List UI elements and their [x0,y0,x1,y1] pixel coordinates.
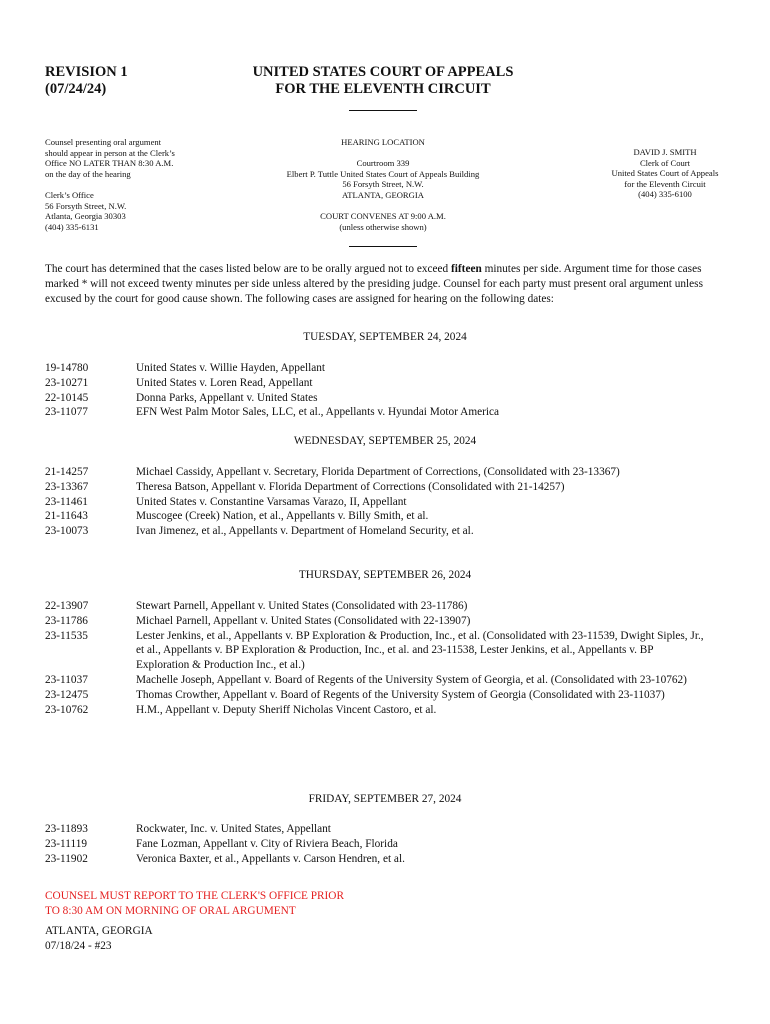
date-heading: WEDNESDAY, SEPTEMBER 25, 2024 [293,435,477,447]
case-number: 23-10271 [45,376,89,389]
footer [45,924,153,954]
case-list [45,465,706,539]
hearing-location-heading: HEARING LOCATION [341,137,425,147]
case-number: 21-14257 [45,466,89,478]
case-number: 19-14780 [45,362,89,374]
case-title: Theresa Batson, Appellant v. Florida Department of Corrections (Consolidated with 21-14257) [136,480,565,493]
case-number: 23-10073 [45,525,89,538]
case-row [45,688,706,703]
clerk-line: Clerk of Court [639,157,691,168]
notice-line: TO 8:30 AM ON MORNING OF ORAL ARGUMENT [45,904,296,917]
case-title: United States v. Loren Read, Appellant [136,376,313,389]
case-row [45,376,706,391]
notice-line: COUNSEL MUST REPORT TO THE CLERK'S OFFICE PRIOR [45,890,345,902]
case-title: Fane Lozman, Appellant v. City of Riviera Beach, Florida [136,837,398,850]
case-row [45,837,706,852]
date-heading: TUESDAY, SEPTEMBER 24, 2024 [303,331,467,343]
court-title-line2: FOR THE ELEVENTH CIRCUIT [275,81,491,97]
counsel-line: on the day of the hearing [45,168,131,179]
case-row [45,614,706,629]
clerk-line: for the Eleventh Circuit [624,178,706,189]
office-line: Clerk’s Office [45,190,94,200]
counsel-line: Office NO LATER THAN 8:30 A.M. [45,158,174,169]
footer-place: ATLANTA, GEORGIA [45,925,153,937]
location-line: 56 Forsyth Street, N.W. [342,179,424,190]
case-number: 23-10762 [45,703,89,716]
counsel-line: should appear in person at the Clerk’s [45,147,175,158]
footer-date-ref: 07/18/24 - #23 [45,939,112,952]
case-title: United States v. Constantine Varsamas Varazo, II, Appellant [136,495,407,508]
case-title: Muscogee (Creek) Nation, et al., Appellants v. Billy Smith, et al. [136,510,429,523]
location-line: Courtroom 339 [356,158,410,168]
case-number: 23-11902 [45,852,88,865]
case-list [45,599,706,717]
case-number: 23-11037 [45,673,88,686]
court-title-line1: UNITED STATES COURT OF APPEALS [252,64,514,80]
office-line: Atlanta, Georgia 30303 [45,211,126,222]
case-number: 23-11535 [45,629,88,642]
case-number: 22-10145 [45,391,89,404]
case-row [45,391,706,406]
case-title: EFN West Palm Motor Sales, LLC, et al., Appellants v. Hyundai Motor America [136,406,500,419]
report-notice [45,889,344,919]
clerk-of-court-block [590,147,740,200]
case-number: 23-13367 [45,480,89,493]
case-title: Rockwater, Inc. v. United States, Appellant [136,823,331,835]
case-row [45,673,706,688]
location-line: ATLANTA, GEORGIA [342,189,424,200]
case-title: H.M., Appellant v. Deputy Sheriff Nicholas Vincent Castoro, et al. [136,703,437,716]
intro-paragraph [45,262,725,306]
intro-text-end: minutes per side. Argument time for those cases marked * will not exceed twenty minutes per side unless altered by the presiding judge. Counsel for each party must present oral argument unless excused by the court for good cause shown. The following cases are assigned for hearing on the following dates: [45,263,703,305]
case-row [45,361,706,376]
location-divider [349,246,417,247]
case-row [45,822,706,837]
case-number: 23-12475 [45,688,89,701]
case-title: Michael Cassidy, Appellant v. Secretary, Florida Department of Corrections, (Consolidated with 23-13367) [136,466,620,478]
case-row [45,480,706,495]
case-list [45,361,706,420]
case-row [45,703,706,718]
case-row [45,599,706,614]
case-title: Ivan Jimenez, et al., Appellants v. Department of Homeland Security, et al. [136,525,474,538]
case-row [45,852,706,867]
counsel-line: Counsel presenting oral argument [45,137,162,147]
court-convenes: COURT CONVENES AT 9:00 A.M. [320,211,446,221]
location-line: Elbert P. Tuttle United States Court of Appeals Building [286,168,480,179]
hearing-location-address [253,158,513,200]
clerk-office-address [45,190,225,232]
case-row [45,629,706,673]
office-line: (404) 335-6131 [45,221,99,232]
case-number: 23-11077 [45,406,88,419]
case-title: Machelle Joseph, Appellant v. Board of Regents of the University System of Georgia, et al. (Consolidated with 23-10762) [136,673,687,686]
case-number: 21-11643 [45,510,88,523]
case-title: Thomas Crowther, Appellant v. Board of Regents of the University System of Georgia (Consolidated with 23-11037) [136,688,665,701]
case-row [45,495,706,510]
case-number: 23-11119 [45,837,88,850]
intro-text-start: The court has determined that the cases listed below are to be orally argued not to exceed [45,263,452,275]
date-heading: THURSDAY, SEPTEMBER 26, 2024 [298,569,472,581]
case-row [45,509,706,524]
case-row [45,405,706,420]
case-title: United States v. Willie Hayden, Appellant [136,362,326,374]
case-number: 23-11786 [45,614,88,627]
case-number: 23-11461 [45,495,88,508]
office-line: 56 Forsyth Street, N.W. [45,200,127,211]
case-list [45,822,706,866]
date-heading: FRIDAY, SEPTEMBER 27, 2024 [308,793,462,805]
convenes-note: (unless otherwise shown) [339,222,427,232]
case-title: Stewart Parnell, Appellant v. United States (Consolidated with 23-11786) [136,600,468,612]
revision-label: REVISION 1 [45,64,128,80]
case-number: 23-11893 [45,823,88,835]
case-title: Veronica Baxter, et al., Appellants v. Carson Hendren, et al. [136,852,405,865]
case-row [45,465,706,480]
case-title: Michael Parnell, Appellant v. United States (Consolidated with 22-13907) [136,614,471,627]
case-number: 22-13907 [45,600,89,612]
case-row [45,524,706,539]
clerk-line: (404) 335-6100 [638,189,692,200]
intro-minutes-bold: fifteen [451,263,482,275]
case-title: Lester Jenkins, et al., Appellants v. BP Exploration & Production, Inc., et al. (Consolidated with 23-11539, Dwight Siples, Jr., et al., Appellants v. BP Exploration & Production, Inc., et al. and 23-11538, Lester Jenkins, et al., Appellants v. BP Exploration & Production Inc., et al.) [136,629,704,672]
case-title: Donna Parks, Appellant v. United States [136,391,318,404]
clerk-line: United States Court of Appeals [611,168,719,179]
header-divider [349,110,417,111]
revision-date: (07/24/24) [45,81,107,97]
counsel-instructions [45,137,225,179]
clerk-line: DAVID J. SMITH [633,147,697,157]
